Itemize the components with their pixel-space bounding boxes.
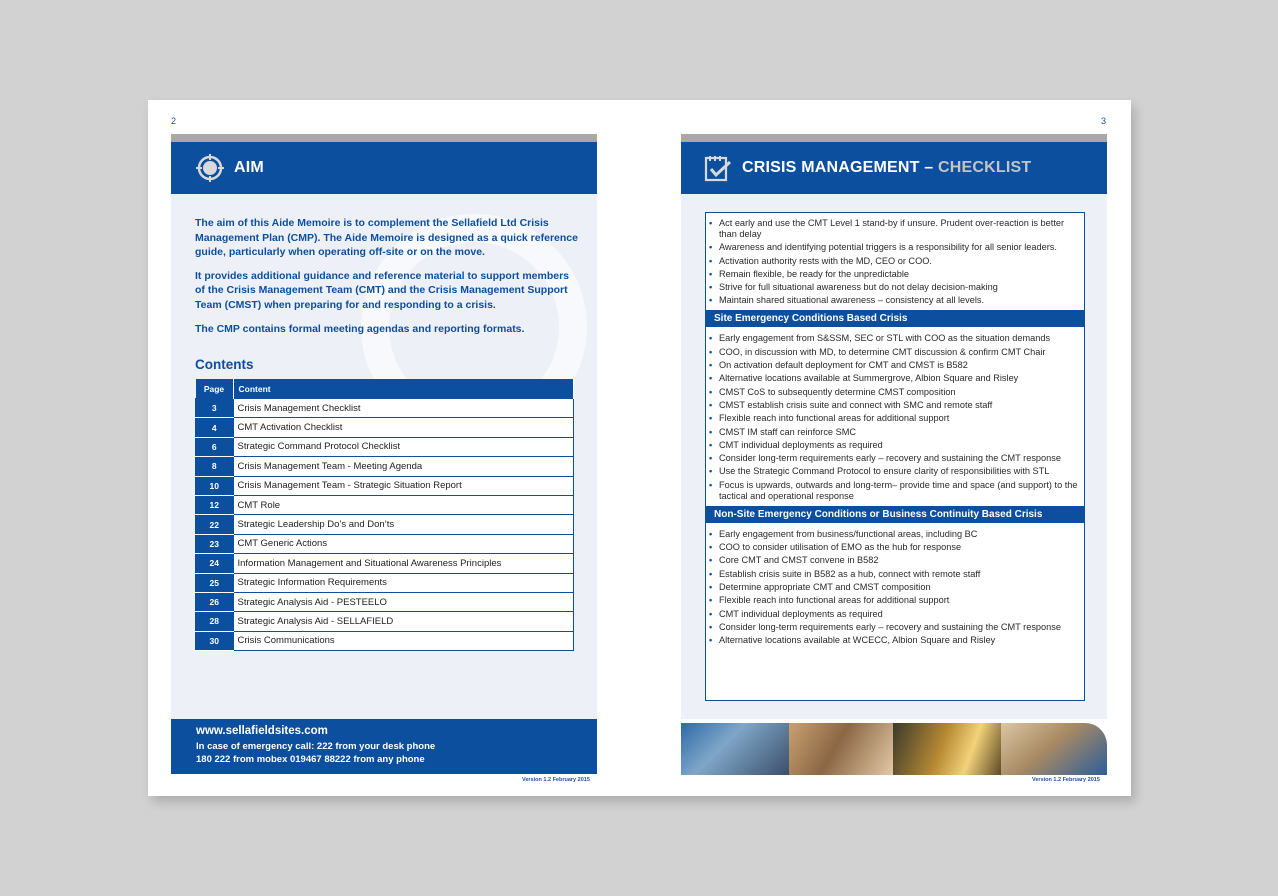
contents-page-number: 26 [196,592,234,611]
checklist-icon [703,153,733,183]
checklist-item: • CMST IM staff can reinforce SMC [706,427,1084,438]
checklist-item: • Focus is upwards, outwards and long-term– provide time and space (and support) to the tactical and operational response [706,480,1084,502]
contents-title-cell: CMT Role [233,495,574,514]
contents-row[interactable] [196,418,574,437]
contents-title-cell: Crisis Management Team - Meeting Agenda [233,457,574,476]
checklist-item: • Early engagement from S&SSM, SEC or STL with COO as the situation demands [706,333,1084,344]
checklist-item: • Establish crisis suite in B582 as a hub, connect with remote staff [706,569,1084,580]
checklist-item: • Awareness and identifying potential triggers is a responsibility for all senior leaders. [706,242,1084,253]
contents-page-number: 3 [196,399,234,418]
checklist-item: • Consider long-term requirements early – recovery and sustaining the CMT response [706,453,1084,464]
checklist-item: • CMST establish crisis suite and connect with SMC and remote staff [706,400,1084,411]
page-column-header: Page [196,379,234,399]
photo-protective-suit [681,723,789,775]
contents-row[interactable] [196,592,574,611]
checklist-box [705,212,1085,701]
contents-title-cell: Strategic Leadership Do’s and Don’ts [233,515,574,534]
checklist-item: • CMT individual deployments as required [706,440,1084,451]
photo-strip [681,723,1107,775]
left-version: Version 1.2 February 2015 [522,777,590,783]
checklist-item: • COO to consider utilisation of EMO as the hub for response [706,542,1084,553]
checklist-item: • Use the Strategic Command Protocol to ensure clarity of responsibilities with STL [706,466,1084,477]
contents-title-cell: Strategic Command Protocol Checklist [233,437,574,456]
checklist-item: • Core CMT and CMST convene in B582 [706,555,1084,566]
intro-paragraph: The CMP contains formal meeting agendas and reporting formats. [195,322,525,335]
section-site-emergency-title: Site Emergency Conditions Based Crisis [705,310,1085,327]
contents-row[interactable] [196,573,574,592]
contents-page-number: 8 [196,457,234,476]
contents-table [195,379,574,651]
checklist-item: • Early engagement from business/functional areas, including BC [706,529,1084,540]
checklist-item: • COO, in discussion with MD, to determine CMT discussion & confirm CMT Chair [706,347,1084,358]
contents-page-number: 4 [196,418,234,437]
intro-text [195,216,579,345]
checklist-item: • Alternative locations available at WCECC, Albion Square and Risley [706,635,1084,646]
left-top-rule [171,134,597,142]
aim-title: AIM [234,159,264,176]
contents-title: Contents [195,357,254,372]
contents-page-number: 25 [196,573,234,592]
contents-row[interactable] [196,399,574,418]
general-list [706,213,1084,306]
contents-title-cell: Strategic Analysis Aid - PESTEELO [233,592,574,611]
right-top-rule [681,134,1107,142]
non-site-list [706,529,1084,646]
left-page-number: 2 [171,116,177,126]
left-body-panel [171,194,597,719]
brochure-spread [148,100,1131,796]
checklist-item: • Flexible reach into functional areas for additional support [706,595,1084,606]
contents-row[interactable] [196,495,574,514]
target-icon [196,154,224,182]
contents-row[interactable] [196,612,574,631]
contents-title-cell: Crisis Communications [233,631,574,650]
checklist-item: • Consider long-term requirements early – recovery and sustaining the CMT response [706,622,1084,633]
intro-paragraph: The aim of this Aide Memoire is to complement the Sellafield Ltd Crisis Management Plan (CMP). The Aide Memoire is designed as a quick reference guide, particularly when operating off-site or on the move. [195,217,578,259]
photo-engineers [789,723,893,775]
checklist-item: • Flexible reach into functional areas for additional support [706,413,1084,424]
contents-row[interactable] [196,437,574,456]
contents-row[interactable] [196,631,574,650]
right-page-number: 3 [1101,116,1107,126]
contents-title-cell: Strategic Analysis Aid - SELLAFIELD [233,612,574,631]
checklist-title-accent: CHECKLIST [938,159,1032,176]
contents-title-cell: Crisis Management Checklist [233,399,574,418]
section-non-site-title: Non-Site Emergency Conditions or Business Continuity Based Crisis [705,506,1085,523]
left-header [171,142,597,194]
intro-paragraph: It provides additional guidance and reference material to support members of the Crisis Management Team (CMT) and the Crisis Management Support Team (CMST) when preparing for and responding to a crisis. [195,269,570,311]
contents-page-number: 10 [196,476,234,495]
contents-page-number: 28 [196,612,234,631]
checklist-item: • Activation authority rests with the MD, CEO or COO. [706,256,1084,267]
photo-warehouse [1001,723,1107,775]
contents-title-cell: Information Management and Situational Awareness Principles [233,554,574,573]
checklist-item: • Determine appropriate CMT and CMST composition [706,582,1084,593]
contents-row[interactable] [196,534,574,553]
left-footer [171,719,597,774]
right-version: Version 1.2 February 2015 [1032,777,1100,783]
contents-page-number: 30 [196,631,234,650]
content-column-header: Content [233,379,574,399]
checklist-title-main: CRISIS MANAGEMENT – [742,159,939,176]
contents-page-number: 23 [196,534,234,553]
contents-title-cell: CMT Generic Actions [233,534,574,553]
right-header [681,142,1107,194]
checklist-title [742,159,1031,177]
contents-page-number: 24 [196,554,234,573]
emergency-line-1: In case of emergency call: 222 from your desk phone [196,741,436,752]
contents-row[interactable] [196,476,574,495]
contents-header-row [196,379,574,399]
right-body-panel [681,194,1107,719]
contents-page-number: 6 [196,437,234,456]
contents-title-cell: Crisis Management Team - Strategic Situation Report [233,476,574,495]
checklist-item: • Strive for full situational awareness but do not delay decision-making [706,282,1084,293]
checklist-item: • On activation default deployment for CMT and CMST is B582 [706,360,1084,371]
contents-title-cell: CMT Activation Checklist [233,418,574,437]
site-emergency-list [706,333,1084,501]
contents-row[interactable] [196,554,574,573]
checklist-item: • Maintain shared situational awareness – consistency at all levels. [706,295,1084,306]
emergency-line-2: 180 222 from mobex 019467 88222 from any phone [196,754,425,765]
contents-page-number: 12 [196,495,234,514]
photo-welding [893,723,1001,775]
checklist-item: • CMT individual deployments as required [706,609,1084,620]
contents-title-cell: Strategic Information Requirements [233,573,574,592]
checklist-item: • Alternative locations available at Summergrove, Albion Square and Risley [706,373,1084,384]
contents-page-number: 22 [196,515,234,534]
checklist-item: • Act early and use the CMT Level 1 stand-by if unsure. Prudent over-reaction is better than delay [706,218,1084,240]
contents-row[interactable] [196,457,574,476]
checklist-item: • CMST CoS to subsequently determine CMST composition [706,387,1084,398]
checklist-item: • Remain flexible, be ready for the unpredictable [706,269,1084,280]
website-url[interactable]: www.sellafieldsites.com [196,725,328,737]
contents-row[interactable] [196,515,574,534]
